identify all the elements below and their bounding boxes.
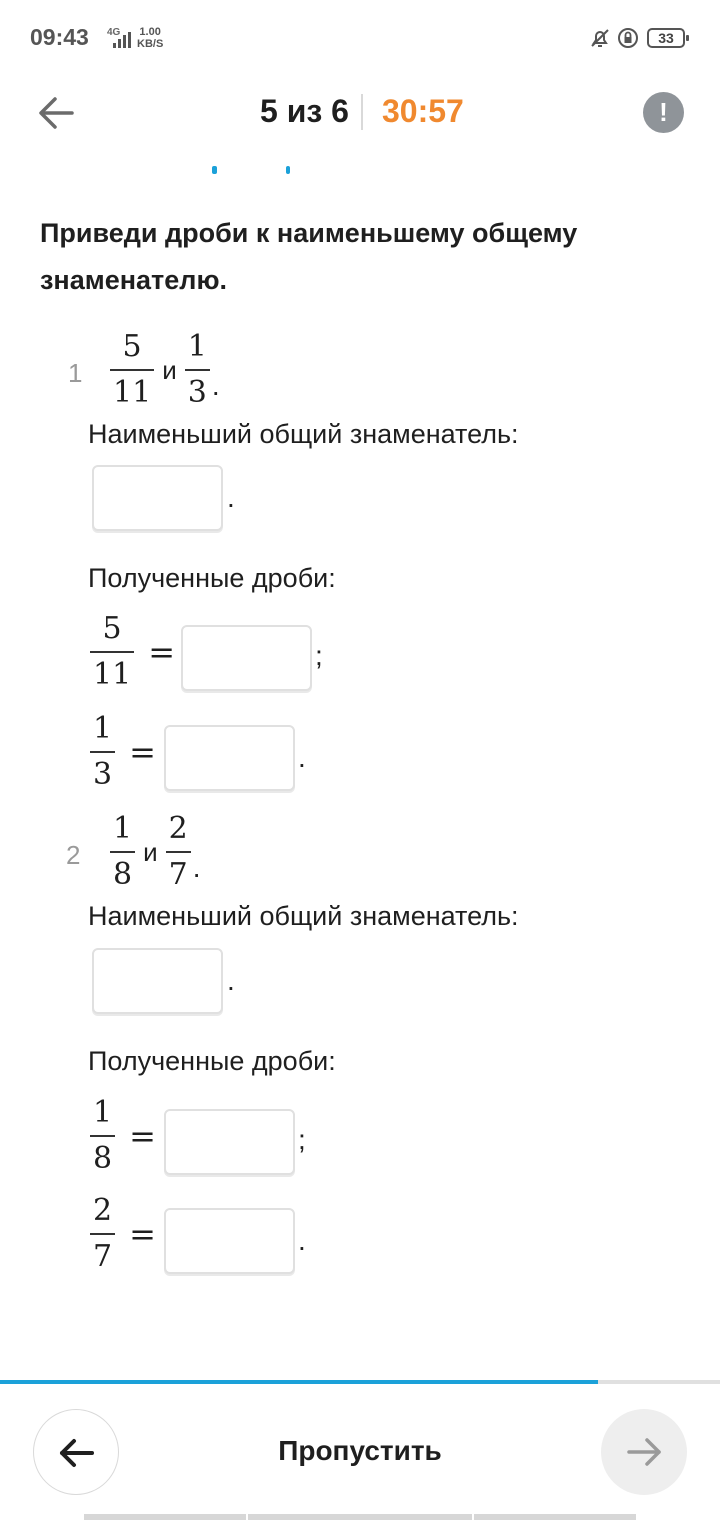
results-label: Полученные дроби: xyxy=(88,563,336,593)
exercise-fractions: $\frac{5}{11}$ и $\frac{1}{3}$ . xyxy=(110,330,220,410)
home-indicator xyxy=(84,1514,246,1520)
scrolled-content-edge xyxy=(212,166,217,174)
lcd-input[interactable] xyxy=(92,948,223,1014)
status-time: 09:43 xyxy=(30,24,89,50)
arrow-left-icon xyxy=(34,1410,120,1496)
fraction: $\frac{1}{8}$ xyxy=(90,1096,115,1176)
header-divider xyxy=(361,94,363,130)
exercise-number: 1 xyxy=(68,358,83,388)
home-indicator xyxy=(474,1514,636,1520)
result-input[interactable] xyxy=(181,625,312,691)
report-button[interactable]: ! xyxy=(643,92,684,133)
fraction: $\frac{1}{3}$ xyxy=(185,330,210,410)
fraction: $\frac{5}{11}$ xyxy=(90,612,134,692)
fraction: $\frac{2}{7}$ xyxy=(166,812,191,892)
fraction: $\frac{1}{3}$ xyxy=(90,712,115,792)
fraction: $\frac{2}{7}$ xyxy=(90,1194,115,1274)
lesson-progress-fill xyxy=(0,1380,598,1384)
previous-button[interactable] xyxy=(33,1409,119,1495)
back-arrow-icon[interactable] xyxy=(36,93,76,133)
network-type: 4G xyxy=(107,27,121,38)
app-header xyxy=(0,76,720,172)
home-indicator xyxy=(248,1514,472,1520)
conjunction: и xyxy=(143,836,158,867)
network-speed: 1.00 KB/S xyxy=(137,26,164,50)
lcd-input[interactable] xyxy=(92,465,223,531)
period: . xyxy=(227,482,235,513)
result-input[interactable] xyxy=(164,1208,295,1274)
period: . xyxy=(298,742,306,773)
equation-row: $\frac{1}{8}$ = xyxy=(90,1096,170,1176)
skip-button[interactable]: Пропустить xyxy=(278,1435,442,1466)
exercise-fractions: $\frac{1}{8}$ и $\frac{2}{7}$ . xyxy=(110,812,201,892)
battery-icon: 33 xyxy=(647,28,685,48)
semicolon: ; xyxy=(298,1124,306,1155)
equation-row: $\frac{2}{7}$ = xyxy=(90,1194,170,1274)
fraction: $\frac{5}{11}$ xyxy=(110,330,154,410)
lock-rotation-icon xyxy=(616,26,640,50)
result-input[interactable] xyxy=(164,1109,295,1175)
period: . xyxy=(227,965,235,996)
results-label: Полученные дроби: xyxy=(88,1046,336,1076)
lcd-label: Наименьший общий знаменатель: xyxy=(88,419,519,449)
period: . xyxy=(298,1225,306,1256)
semicolon: ; xyxy=(315,640,323,671)
timer: 30:57 xyxy=(382,93,464,129)
question-counter: 5 из 6 xyxy=(260,93,349,129)
lesson-progress-bar xyxy=(0,1380,720,1384)
equation-row: $\frac{1}{3}$ = xyxy=(90,712,170,792)
signal-icon xyxy=(113,32,133,48)
status-bar xyxy=(0,0,720,76)
scrolled-content-edge xyxy=(286,166,290,174)
arrow-right-icon xyxy=(601,1409,687,1495)
lcd-label: Наименьший общий знаменатель: xyxy=(88,901,519,931)
conjunction: и xyxy=(162,354,177,385)
bell-off-icon xyxy=(588,26,612,50)
task-title: Приведи дроби к наименьшему общему знаменателю. xyxy=(40,218,578,295)
next-button[interactable] xyxy=(601,1409,687,1495)
result-input[interactable] xyxy=(164,725,295,791)
equation-row: $\frac{5}{11}$ = xyxy=(90,612,189,692)
fraction: $\frac{1}{8}$ xyxy=(110,812,135,892)
exercise-number: 2 xyxy=(66,840,81,870)
